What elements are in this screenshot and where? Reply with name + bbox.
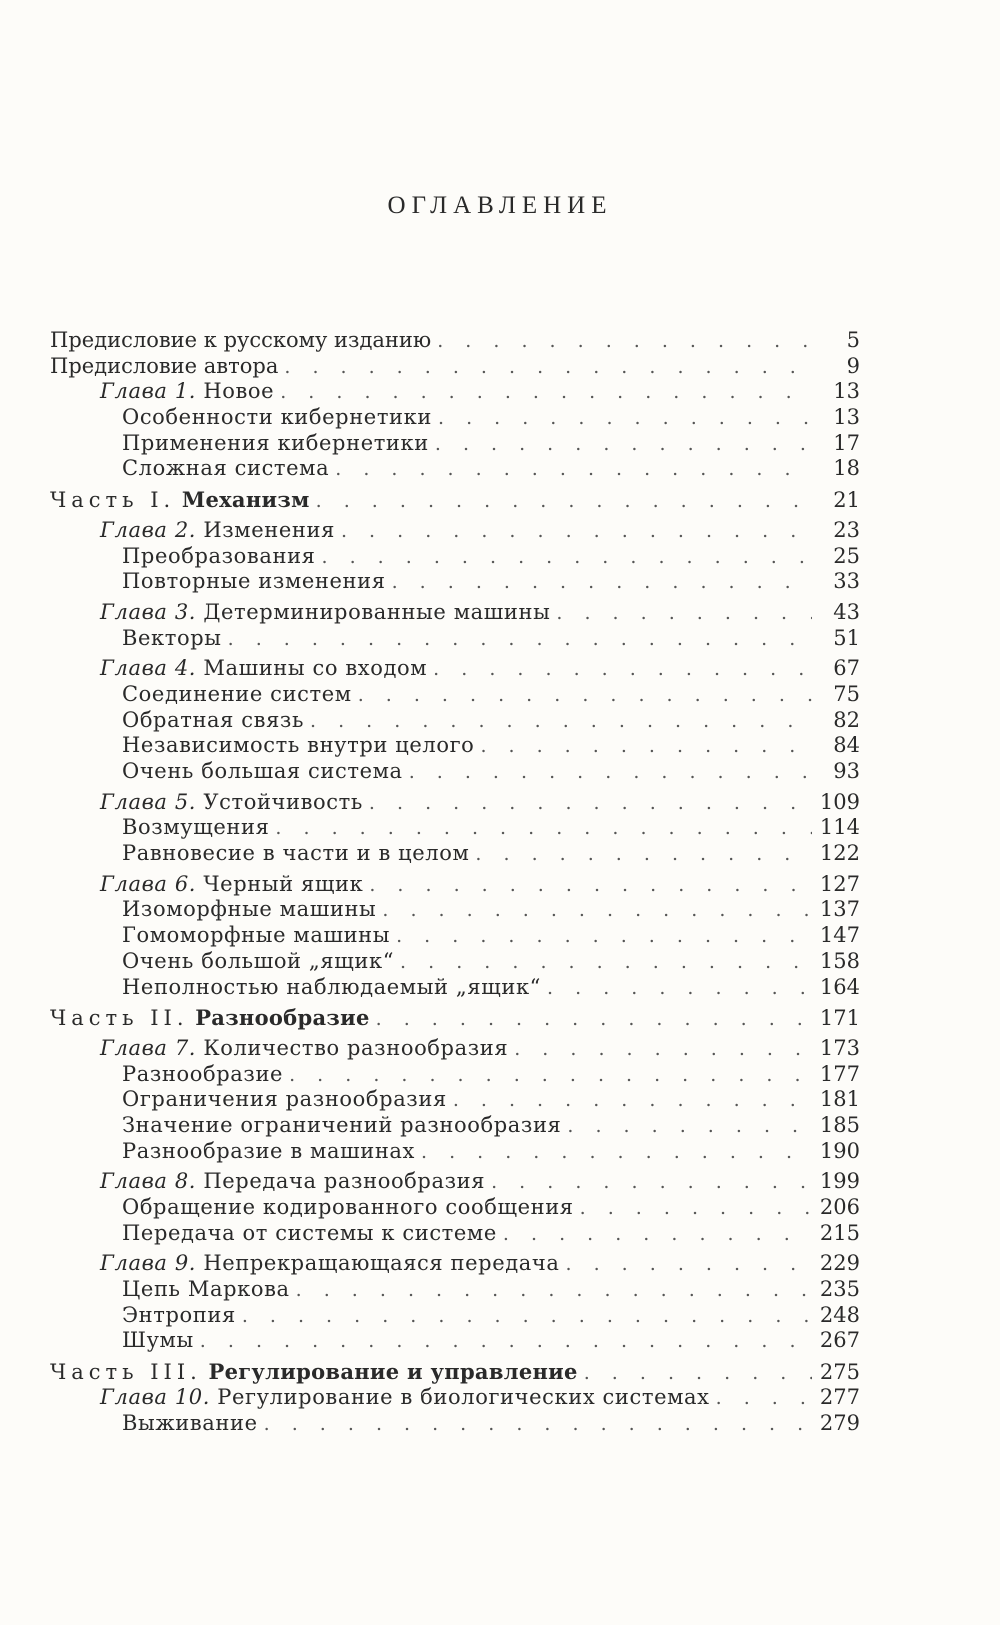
page-number: 235 [819,1277,860,1302]
chapter-title: Новое [203,379,275,404]
toc-entry-label [100,1169,485,1195]
chapter-title: Черный ящик [203,871,364,896]
toc-entry-label: Разнообразие в машинах [122,1138,415,1163]
part-label: Часть III. [50,1360,202,1385]
toc-chapter-6[interactable] [50,872,860,898]
dot-leader [228,627,812,653]
toc-entry-label: Энтропия [122,1302,236,1327]
chapter-title: Регулирование в биологических системах [217,1384,710,1409]
dot-leader [421,1140,812,1166]
dot-leader [503,1222,812,1248]
chapter-label: Глава 10. [100,1384,211,1409]
page-number: 171 [819,1006,860,1031]
chapter-title: Передача разнообразия [203,1169,486,1194]
dot-leader [547,976,812,1002]
chapter-label: Глава 3. [100,599,197,624]
toc-entry-label: Равновесие в части и в целом [122,841,470,866]
page-number: 137 [819,897,860,922]
dot-leader [433,657,812,683]
page-number: 181 [819,1087,860,1112]
dot-leader [400,950,812,976]
dot-leader [437,329,812,355]
page-number: 21 [833,488,860,513]
toc-entry-label: Применения кибернетики [122,430,429,455]
toc-entry-label: Ограничения разнообразия [122,1087,447,1112]
page-number: 84 [833,733,860,758]
dot-leader [376,1007,812,1033]
dot-leader [289,1063,812,1089]
toc-chapter-5[interactable] [50,790,860,816]
toc-chapter-1[interactable] [50,379,860,405]
dot-leader [392,570,812,596]
dot-leader [275,816,811,842]
toc-section[interactable] [50,1113,860,1139]
dot-leader [453,1088,812,1114]
page-number: 190 [819,1138,860,1163]
chapter-title: Количество разнообразия [203,1035,509,1060]
page-number: 199 [819,1169,860,1194]
dot-leader [435,432,812,458]
page-number: 206 [819,1195,860,1219]
dot-leader [335,457,812,483]
page-number: 17 [833,430,860,455]
toc-entry-label [100,656,427,682]
part-title: Регулирование и управление [208,1359,578,1385]
page-number: 158 [819,948,860,973]
toc-chapter-3[interactable] [50,600,860,626]
toc-entry-label: Разнообразие [122,1061,284,1086]
toc-entry-label: Повторные изменения [122,569,386,594]
page-number: 109 [819,789,860,814]
toc-entry-label [100,518,335,544]
toc-section[interactable] [50,841,860,867]
dot-leader [567,1114,812,1140]
page-number: 75 [833,681,860,706]
toc-entry-label: Независимость внутри целого [122,733,475,758]
toc-section[interactable] [50,1411,860,1437]
toc-entry-label [50,1359,578,1386]
toc-entry-label [100,1251,560,1277]
toc-entry-label [100,790,363,816]
toc-section[interactable] [50,1328,860,1354]
toc-section[interactable] [50,569,860,595]
toc-chapter-4[interactable] [50,656,860,682]
toc-entry-label: Преобразования [122,543,316,568]
dot-leader [369,791,812,817]
part-label: Часть I. [50,488,176,513]
toc-entry-label [50,1005,370,1032]
dot-leader [716,1386,812,1412]
chapter-title: Устойчивость [203,789,363,814]
toc-entry-label: Очень большой „ящик“ [122,948,395,973]
dot-leader [475,842,812,868]
toc-entry-label [100,379,274,405]
toc-section[interactable] [50,733,860,759]
toc-chapter-2[interactable] [50,518,860,544]
chapter-label: Глава 9. [100,1251,197,1276]
dot-leader [382,898,812,924]
toc-entry-label: Изоморфные машины [122,897,377,922]
dot-leader [369,873,812,899]
page-number: 277 [819,1384,860,1409]
dot-leader [280,380,812,406]
toc-section[interactable] [50,405,860,431]
toc-section[interactable] [50,1221,860,1247]
toc-section[interactable] [50,897,860,923]
page-number: 267 [819,1328,860,1353]
toc-entry-label: Сложная система [122,456,330,481]
chapter-label: Глава 2. [100,517,197,542]
toc-section[interactable] [50,1303,860,1329]
dot-leader [310,709,812,735]
toc-section[interactable] [50,1062,860,1088]
toc-entry-label: Обращение кодированного сообщения [122,1195,574,1219]
page-number: 229 [819,1251,860,1276]
toc-part-1[interactable] [50,487,860,513]
toc-entry-label: Шумы [122,1328,194,1353]
dot-leader [566,1252,812,1278]
page-number: 173 [819,1035,860,1060]
page-number: 93 [833,759,860,783]
toc-section[interactable] [50,1139,860,1165]
toc-entry-label: Векторы [122,625,222,650]
dot-leader [200,1329,812,1355]
toc-section[interactable] [50,759,860,785]
toc-section[interactable] [50,431,860,457]
dot-leader [409,760,812,786]
page-number: 51 [833,625,860,650]
page-number: 13 [833,379,860,404]
chapter-label: Глава 5. [100,789,197,814]
chapter-label: Глава 4. [100,656,197,681]
part-label: Часть II. [50,1006,189,1031]
page-number: 147 [819,923,860,948]
chapter-title: Изменения [203,517,335,542]
dot-leader [284,355,812,381]
toc-entry-label [100,1036,508,1062]
toc-chapter-8[interactable] [50,1169,860,1195]
toc-chapter-7[interactable] [50,1036,860,1062]
page-number: 25 [833,543,860,568]
chapter-label: Глава 1. [100,379,197,404]
dot-leader [438,406,812,432]
page-number: 18 [833,456,860,481]
part-title: Механизм [181,487,310,513]
toc-entry-label: Цепь Маркова [122,1277,290,1302]
page-number: 185 [819,1112,860,1137]
page-number: 67 [833,656,860,681]
toc-entry-preface-russian[interactable] [50,328,860,354]
chapter-label: Глава 8. [100,1169,197,1194]
chapter-title: Непрекращающаяся передача [203,1251,560,1276]
page-number: 279 [819,1410,860,1435]
toc-entry-label: Соединение систем [122,681,352,706]
page-number: 43 [833,599,860,624]
toc-entry-label: Передача от системы к системе [122,1220,497,1245]
page-number: 122 [819,841,860,866]
toc-entry-label: Возмущения [122,815,270,840]
dot-leader [341,519,812,545]
toc-section[interactable] [50,626,860,652]
toc-section[interactable] [50,975,860,1001]
toc-section[interactable] [50,682,860,708]
toc-entry-label [100,872,363,898]
chapter-label: Глава 7. [100,1035,197,1060]
page-number: 275 [819,1360,860,1385]
dot-leader [584,1361,812,1387]
dot-leader [264,1412,812,1438]
toc-section[interactable] [50,544,860,570]
toc-entry-label [50,487,310,514]
toc-entry-label: Предисловие к русскому изданию [50,328,432,352]
dot-leader [480,734,812,760]
page-number: 248 [819,1302,860,1327]
toc-entry-label: Обратная связь [122,707,304,732]
page-number: 164 [819,974,860,999]
chapter-title: Детерминированные машины [203,599,551,624]
toc-section[interactable] [50,456,860,482]
toc-section[interactable] [50,815,860,841]
toc-entry-label: Очень большая система [122,759,403,783]
page-number: 177 [819,1061,860,1086]
toc-entry-preface-author[interactable] [50,354,860,380]
toc-entry-label: Предисловие автора [50,353,279,378]
toc-chapter-9[interactable] [50,1251,860,1277]
toc-entry-label [100,1385,710,1411]
toc-chapter-10[interactable] [50,1385,860,1411]
toc-entry-label: Особенности кибернетики [122,405,432,430]
page-number: 33 [833,569,860,594]
toc-entry-label [100,600,550,626]
toc-part-2[interactable] [50,1005,860,1031]
toc-section[interactable] [50,1195,860,1221]
page-number: 127 [819,871,860,896]
toc-entry-label: Гомоморфные машины [122,923,391,948]
dot-leader [358,683,812,709]
page-number: 215 [819,1220,860,1245]
toc-entry-label: Выживание [122,1410,258,1435]
page-title: ОГЛАВЛЕНИЕ [387,192,613,219]
part-title: Разнообразие [195,1005,370,1031]
table-of-contents [50,328,860,1436]
toc-section[interactable] [50,923,860,949]
toc-entry-label: Неполностью наблюдаемый „ящик“ [122,974,542,999]
page-number: 82 [833,707,860,732]
toc-section[interactable] [50,708,860,734]
dot-leader [514,1037,812,1063]
dot-leader [580,1196,812,1222]
page-number: 114 [819,815,860,840]
dot-leader [242,1304,812,1330]
chapter-title: Машины со входом [203,656,428,681]
dot-leader [396,924,812,950]
dot-leader [322,545,812,571]
dot-leader [316,489,812,515]
toc-section[interactable] [50,1087,860,1113]
dot-leader [296,1278,812,1304]
dot-leader [491,1170,812,1196]
page-number: 23 [833,517,860,542]
toc-section[interactable] [50,949,860,975]
toc-part-3[interactable] [50,1359,860,1385]
page-number: 13 [833,405,860,430]
page-number: 9 [846,353,860,378]
page-number: 5 [846,328,860,352]
toc-entry-label: Значение ограничений разнообразия [122,1112,562,1137]
dot-leader [556,601,812,627]
chapter-label: Глава 6. [100,871,197,896]
toc-section[interactable] [50,1277,860,1303]
